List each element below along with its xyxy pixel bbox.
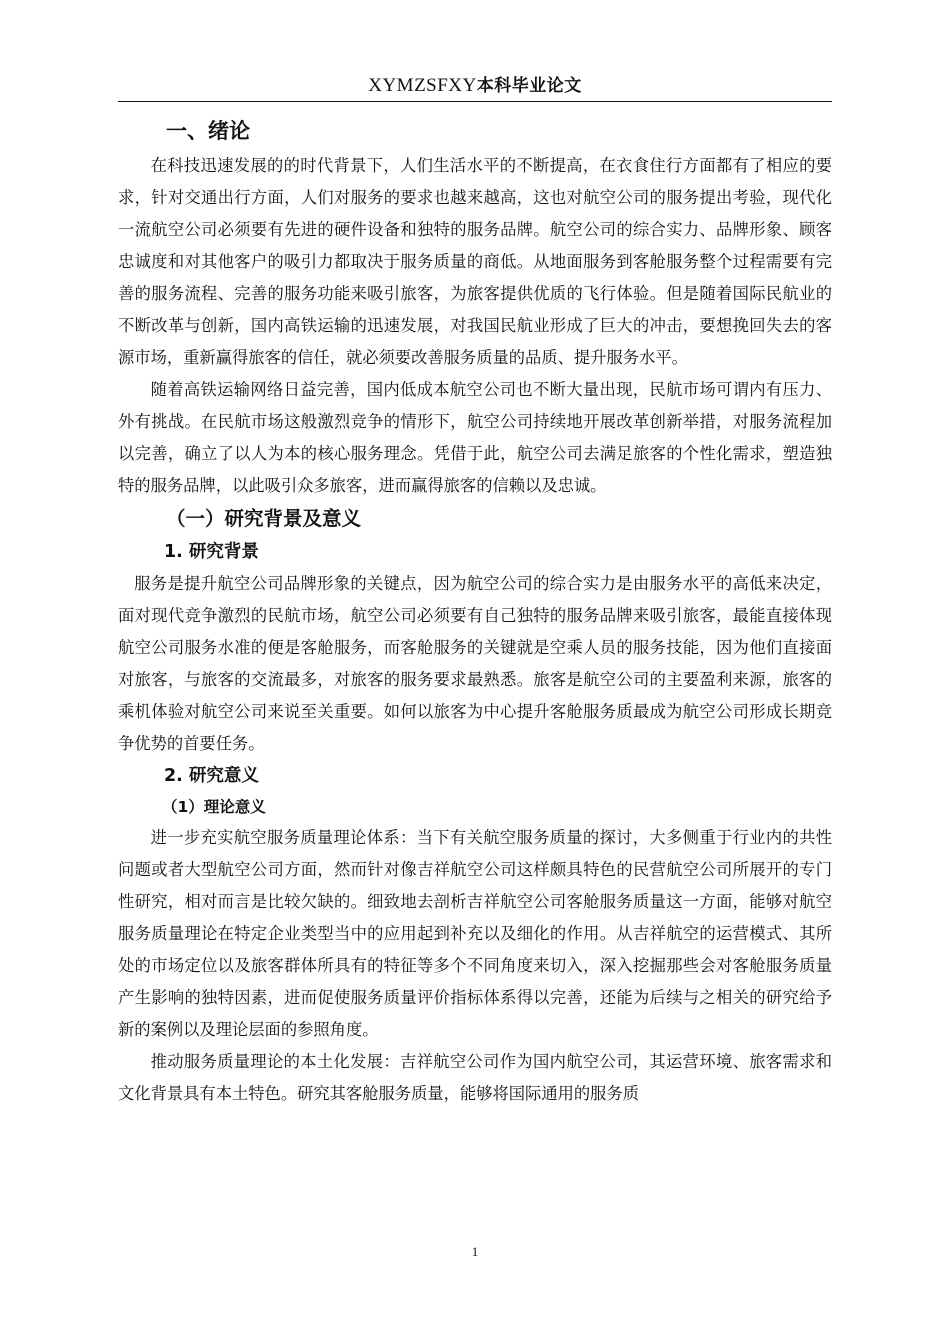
subsubsection-heading-background: 1. 研究背景: [164, 542, 259, 562]
document-body: [118, 112, 832, 1110]
header-rule: [118, 101, 832, 102]
heading-theoretical-significance: （1）理论意义: [162, 798, 266, 816]
section-heading-introduction: 一、绪论: [166, 119, 250, 143]
intro-paragraph-1: 在科技迅速发展的的时代背景下，人们生活水平的不断提高，在衣食住行方面都有了相应的要求，针对交通出行方面，人们对服务的要求也越来越高，这也对航空公司的服务提出考验，现代化一流航空公司必须要有先进的硬件设备和独特的服务品牌。航空公司的综合实力、品牌形象、顾客忠诚度和对其他客户的吸引力都取决于服务质量的商低。从地面服务到客舱服务整个过程需要有完善的服务流程、完善的服务功能来吸引旅客，为旅客提供优质的飞行体验。但是随着国际民航业的不断改革与创新，国内高铁运输的迅速发展，对我国民航业形成了巨大的冲击，要想挽回失去的客源市场，重新赢得旅客的信任，就必须要改善服务质量的品质、提升服务水平。: [118, 156, 832, 367]
running-header: [118, 70, 832, 102]
page-number: 1: [471, 1244, 479, 1259]
background-paragraph: 服务是提升航空公司品牌形象的关键点，因为航空公司的综合实力是由服务水平的高低来决定，面对现代竞争激烈的民航市场，航空公司必须要有自己独特的服务品牌来吸引旅客，最能直接体现航空公司服务水准的便是客舱服务，而客舱服务的关键就是空乘人员的服务技能，因为他们直接面对旅客，与旅客的交流最多，对旅客的服务要求最熟悉。旅客是航空公司的主要盈利来源，旅客的乘机体验对航空公司来说至关重要。如何以旅客为中心提升客舱服务质最成为航空公司形成长期竞争优势的首要任务。: [118, 574, 832, 753]
subsection-heading-background-significance: （一）研究背景及意义: [166, 507, 362, 530]
subsubsection-heading-significance: 2. 研究意义: [164, 766, 259, 786]
header-title: 本科毕业论文: [476, 76, 582, 96]
theory-paragraph-2: 推动服务质量理论的本土化发展：吉祥航空公司作为国内航空公司，其运营环境、旅客需求和文化背景具有本土特色。研究其客舱服务质量，能够将国际通用的服务质: [118, 1052, 832, 1103]
header-code: XYMZSFXY: [368, 75, 477, 96]
intro-paragraph-2: 随着高铁运输网络日益完善，国内低成本航空公司也不断大量出现，民航市场可谓内有压力、外有挑战。在民航市场这般激烈竞争的情形下，航空公司持续地开展改革创新举措，对服务流程加以完善，确立了以人为本的核心服务理念。凭借于此，航空公司去满足旅客的个性化需求，塑造独特的服务品牌，以此吸引众多旅客，进而赢得旅客的信赖以及忠诚。: [118, 380, 832, 495]
theory-paragraph-1: 进一步充实航空服务质量理论体系：当下有关航空服务质量的探讨，大多侧重于行业内的共性问题或者大型航空公司方面，然而针对像吉祥航空公司这样颇具特色的民营航空公司所展开的专门性研究，相对而言是比较欠缺的。细致地去剖析吉祥航空公司客舱服务质量这一方面，能够对航空服务质量理论在特定企业类型当中的应用起到补充以及细化的作用。从吉祥航空的运营模式、其所处的市场定位以及旅客群体所具有的特征等多个不同角度来切入，深入挖掘那些会对客舱服务质量产生影响的独特因素，进而促使服务质量评价指标体系得以完善，还能为后续与之相关的研究给予新的案例以及理论层面的参照角度。: [118, 828, 832, 1039]
